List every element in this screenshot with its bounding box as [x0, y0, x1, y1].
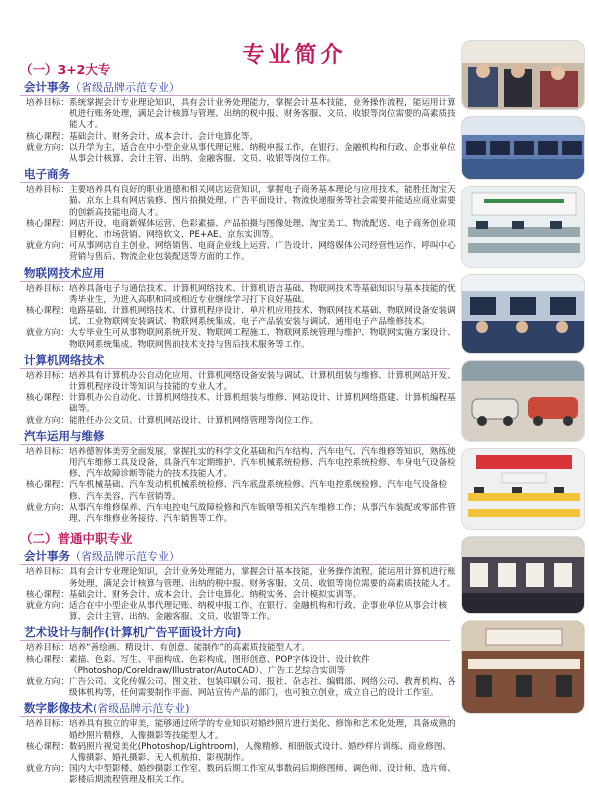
photo-auto-workshop [461, 360, 585, 442]
row-label: 核心课程： [26, 218, 69, 229]
row-text: 计算机办公自动化、计算机网络技术、计算机组装与维修、网站设计、计算机网络搭建、计算机编程基础等。 [68, 393, 456, 415]
major-section [20, 167, 456, 263]
info-row [20, 655, 456, 677]
row-label: 培养目标： [26, 567, 69, 578]
info-row [20, 241, 456, 263]
info-row [20, 480, 456, 502]
row-label: 核心课程： [26, 480, 69, 491]
row-text: 培养具备电子与通信技术、计算机网络技术、计算机语言基础、物联网技术等基础知识与基本技能的优秀毕业生，为进入高职和同或相近专业继续学习打下良好基础。 [68, 283, 456, 305]
major-name: 电子商务 [24, 167, 70, 182]
major-heading [20, 549, 450, 565]
major-subtitle: (省级品牌示范专业) [93, 702, 190, 716]
photo-art-design-studio [461, 536, 585, 614]
row-text: 网店开设、电商新媒体运营、色彩素描、产品拍摄与图像处理、淘宝美工、物流配送、电子商务创业项目孵化、市场营销、网络软文、PE+AE、京东实训等。 [68, 218, 456, 241]
row-text: 培养德智体美劳全面发展，掌握扎实的科学文化基础和汽车结构、汽车电气、汽车维修等知识，熟练使用汽车维修工具及设备，具备汽车定期维护、汽车机械系统检修、汽车电控系统检修、车身电气设备检修、汽车故障诊断等能力的技术技能人才。 [68, 446, 456, 480]
row-label: 就业方向： [26, 502, 69, 513]
info-row [20, 643, 456, 654]
content-column [20, 62, 456, 788]
row-text: 能胜任办公文员、计算机网站设计、计算机网络管理等岗位工作。 [68, 415, 319, 426]
photo-accounting-practice-room [461, 448, 585, 530]
row-label: 培养目标： [26, 185, 69, 196]
photo-computer-network-class [461, 274, 585, 354]
row-text: 适合在中小型企业从事代理记账、纳税申报工作，在银行、金融机构和行政、企事业单位从事会计核算、会计主管、出纳、金融客服、文员、收银等工作。 [68, 600, 448, 623]
row-text: 从事汽车维修保养、汽车电控电气故障检修和汽车钣喷等相关汽车维修工作；从事汽车装配或零部件管理、汽车维修业务接待、汽车销售等工作。 [68, 502, 456, 525]
row-text: 主要培养具有良好的职业道德和相关网店运营知识，掌握电子商务基本理论与应用技术，能胜任淘宝天猫、京东上具有网店装修、图片拍摄处理、广告平面设计、物流快递服务等社会需要并能适应商业需要的创新高技能电商人才。 [68, 185, 456, 218]
row-text: 素描、色彩、写生、平面构成、色彩构成、图形创意、POP字体设计、设计软件（Photoshop/Coreldraw/Illustrator/AutoCAD）、广告工艺综合实训等 [68, 654, 370, 676]
info-row [20, 764, 456, 786]
row-text: 数码照片视觉美化(Photoshop/Lightroom)，人像精修、相册版式设计、婚纱样片训练、商业修图、人像摄影、婚礼摄影、无人机航拍、影视制作。 [68, 741, 452, 763]
part-heading-3plus2: （一）3+2大专 [20, 62, 111, 77]
row-text: 基础会计、财务会计、成本会计、会计电算化等。 [68, 131, 259, 142]
major-heading [20, 167, 450, 183]
major-name: 物联网技术应用 [24, 265, 105, 280]
major-name: 会计事务 [24, 549, 70, 564]
info-row [20, 567, 456, 589]
row-text: 培养具有独立的审美，能够通过所学的专业知识对婚纱照片进行美化、修饰和艺术化处理，具备成熟的婚纱照片精修，人像摄影等技能型人才。 [68, 719, 456, 741]
row-text: 培养“善绘画、精设计、有创意、能制作”的高素质技能型人才。 [68, 643, 310, 654]
major-heading [20, 429, 450, 445]
row-label: 就业方向： [26, 415, 69, 426]
info-row [20, 742, 456, 764]
row-label: 核心课程： [26, 589, 69, 600]
info-row [20, 143, 456, 165]
row-label: 核心课程： [26, 741, 69, 752]
row-label: 培养目标： [26, 643, 69, 654]
row-text: 电路基础、计算机网络技术、计算机程序设计、单片机应用技术、物联网技术基础、物联网设备安装调试、工业物联网安装调试、物联网系统集成、电子产品装安装与调试、通用电子产品维修技术。 [68, 306, 456, 328]
major-section [20, 80, 456, 165]
major-section [20, 429, 456, 525]
row-label: 培养目标： [26, 98, 69, 108]
major-section [20, 625, 456, 699]
major-section [20, 266, 456, 351]
major-heading [20, 701, 450, 717]
major-heading [20, 353, 450, 369]
major-section [20, 549, 456, 623]
info-row [20, 371, 456, 393]
major-heading [20, 80, 450, 96]
row-text: 大专毕业生可从事物联网系统开发、物联网工程施工、物联网系统管理与维护、物联网实施方案设计、物联网系统集成、物联网售前技术支持与售后技术服务等工作。 [68, 328, 456, 350]
info-row [20, 284, 456, 306]
info-row [20, 590, 456, 601]
page-title: 专业简介 [242, 43, 347, 68]
major-name: 会计事务 [24, 80, 70, 94]
info-row [20, 503, 456, 525]
part1-sections [20, 80, 456, 525]
info-row [20, 447, 456, 481]
row-label: 核心课程： [26, 654, 69, 665]
row-text: 国内大中型影楼、婚纱摄影工作室、数码后期工作室从事数码后期修图师、调色师、设计师、选片师、影楼后期流程管理及相关工作。 [68, 764, 456, 786]
info-row [20, 306, 456, 328]
major-section [20, 701, 456, 786]
info-row [20, 98, 456, 132]
info-row [20, 393, 456, 415]
row-label: 就业方向： [26, 328, 69, 339]
major-name: 计算机网络技术 [24, 352, 105, 367]
row-text: 汽车机械基础、汽车发动机机械系统检修、汽车底盘系统检修、汽车电控系统检修、汽车电气设备检修、汽车美容、汽车营销等。 [68, 480, 448, 502]
major-name: 数字影像技术 [24, 701, 93, 716]
major-subtitle: （省级品牌示范专业） [70, 550, 180, 564]
row-label: 培养目标： [26, 283, 69, 294]
photo-column [461, 40, 585, 720]
part-heading-vocational: （二）普通中职专业 [20, 531, 133, 547]
info-row [20, 601, 456, 623]
part2-sections [20, 549, 456, 786]
major-heading [20, 266, 450, 282]
photo-classroom-students [461, 40, 585, 110]
info-row [20, 677, 456, 699]
info-row [20, 185, 456, 219]
row-label: 就业方向： [26, 764, 69, 775]
info-row [20, 416, 456, 427]
row-label: 核心课程： [26, 131, 69, 142]
row-label: 核心课程： [26, 306, 69, 317]
row-label: 就业方向： [26, 142, 69, 153]
photo-digital-imaging-studio [461, 620, 585, 714]
photo-computer-lab-blue [461, 116, 585, 180]
row-label: 培养目标： [26, 719, 69, 730]
row-label: 培养目标： [26, 446, 69, 457]
row-label: 就业方向： [26, 600, 69, 611]
row-text: 系统掌握会计专业理论知识，具有会计业务处理能力，掌握会计基本技能，业务操作流程，能运用计算机进行账务处理，满足会计核算与管理、出纳的税中报、财务客服、文员、收银等岗位需要的高素质技能人才。 [68, 98, 456, 131]
row-label: 培养目标： [26, 370, 69, 381]
major-section [20, 353, 456, 427]
row-text: 广告公司、文化传媒公司、图文社、包装印刷公司、报社、杂志社、编辑部、网络公司、教育机构、各级体机构等，任何需要制作平面、网站宣传产品的部门，也可独立创业，成立自己的设计工作室。 [68, 676, 456, 699]
major-name: 汽车运用与维修 [24, 428, 105, 443]
row-text: 可从事网店自主创业、网络销售、电商企业线上运营、广告设计、网络媒体公司经营性运作、呼叫中心营销与售后、物流企业包装配送等方面的工作。 [68, 241, 456, 263]
photo-iot-training-room [461, 186, 585, 268]
major-heading [20, 625, 450, 641]
row-text: 培养具有计算机办公自动化应用、计算机网络设备安装与调试、计算机组装与维修、计算机网站开发、计算机程序设计等知识与技能的专业人才。 [68, 370, 456, 393]
row-label: 就业方向： [26, 676, 69, 687]
row-label: 就业方向： [26, 241, 69, 252]
major-name: 艺术设计与制作(计算机广告平面设计方向) [24, 625, 242, 640]
row-text: 基础会计、财务会计、成本会计、会计电算化、纳税实务、会计模拟实训等。 [68, 589, 362, 600]
info-row [20, 132, 456, 143]
info-row [20, 719, 456, 741]
major-subtitle: （省级品牌示范专业） [70, 81, 180, 94]
info-row [20, 328, 456, 350]
row-label: 核心课程： [26, 393, 69, 404]
info-row [20, 219, 456, 241]
row-text: 以升学为主，适合在中小型企业从事代理记账、纳税申报工作，在银行、金融机构和行政、企事业单位从事会计核算、会计主管、出纳、金融客服、文员、收银等岗位工作。 [68, 142, 456, 165]
row-text: 具有会计专业理论知识，会计业务处理能力，掌握会计基本技能，业务操作流程，能运用计算机进行账务处理，满足会计核算与管理、出纳的税中报、财务客服、文员、收银等岗位需要的高素质技能人才。 [68, 567, 456, 589]
